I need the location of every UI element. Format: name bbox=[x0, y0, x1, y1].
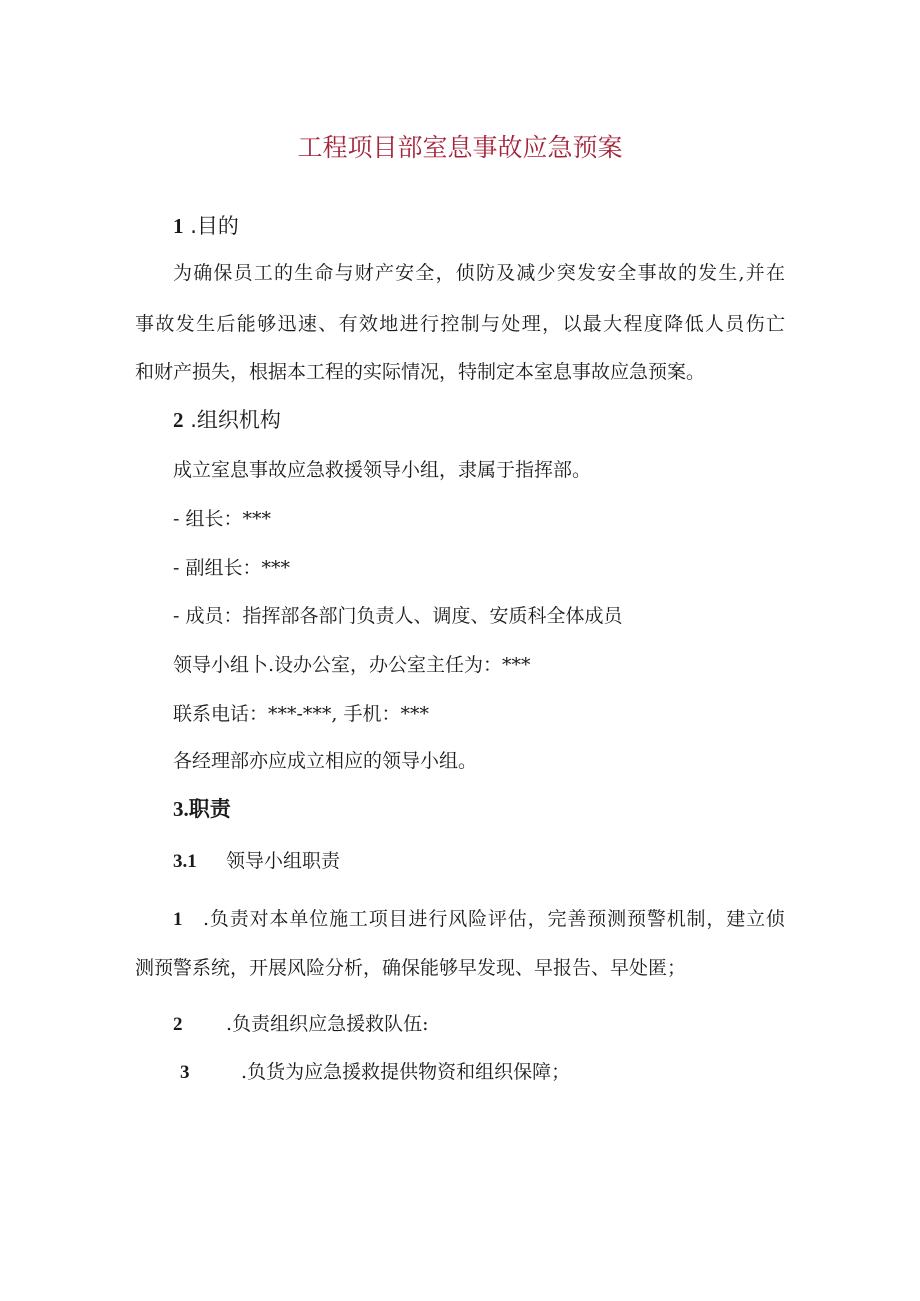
duty-item-3-text: .负货为应急援救提供物资和组织保障； bbox=[241, 1061, 571, 1083]
section-2-number: 2 bbox=[173, 408, 184, 432]
subsection-3-1 bbox=[173, 848, 340, 875]
duty-item-3-number: 3 bbox=[180, 1062, 190, 1083]
section-2-title: .组织机构 bbox=[190, 408, 281, 432]
section-1-heading bbox=[173, 212, 239, 240]
section-2-line-6: 联系电话：***-***, 手机：*** bbox=[173, 703, 429, 725]
section-2-line-3: - 副组长：*** bbox=[173, 557, 290, 579]
section-1-para-line-1: 为确保员工的生命与财产安全，侦防及减少突发安全事故的发生,并在 bbox=[173, 262, 785, 284]
section-3-heading bbox=[173, 795, 231, 823]
document-title: 工程项目部室息事故应急预案 bbox=[297, 133, 623, 162]
subsection-3-1-title: 领导小组职责 bbox=[226, 850, 341, 872]
section-2-line-7: 各经理部亦应成立相应的领导小组。 bbox=[173, 750, 478, 772]
section-1-number: 1 bbox=[173, 214, 184, 238]
duty-item-1-line-1 bbox=[173, 906, 785, 933]
section-1-para-line-2: 事故发生后能够迅速、有效地进行控制与处理，以最大程度降低人员伤亡 bbox=[135, 313, 785, 335]
subsection-3-1-number: 3.1 bbox=[173, 851, 197, 872]
section-2-line-5: 领导小组卜.设办公室，办公室主任为：*** bbox=[173, 654, 531, 676]
duty-item-1-line-2: 测预警系统，开展风险分析，确保能够早发现、早报告、早处匿； bbox=[135, 957, 687, 979]
duty-item-1-number: 1 bbox=[173, 909, 183, 930]
section-1-title: .目的 bbox=[190, 214, 239, 238]
duty-item-3 bbox=[180, 1059, 570, 1086]
section-1-para-line-3: 和财产损失，根据本工程的实际情况，特制定本室息事故应急预案。 bbox=[135, 361, 706, 383]
section-2-heading bbox=[173, 406, 281, 434]
duty-item-2-number: 2 bbox=[173, 1014, 183, 1035]
section-2-line-1: 成立室息事故应急救援领导小组，隶属于指挥部。 bbox=[173, 459, 592, 481]
duty-item-2-text: .负责组织应急援救队伍: bbox=[226, 1013, 429, 1035]
section-2-line-4: - 成员：指挥部各部门负责人、调度、安质科全体成员 bbox=[173, 605, 623, 627]
duty-item-1-text-1: .负责对本单位施工项目进行风险评估，完善预测预警机制，建立侦 bbox=[203, 908, 785, 930]
section-2-line-2: - 组长：*** bbox=[173, 508, 271, 530]
duty-item-2 bbox=[173, 1011, 429, 1038]
section-3-title: 3.职责 bbox=[173, 797, 231, 821]
